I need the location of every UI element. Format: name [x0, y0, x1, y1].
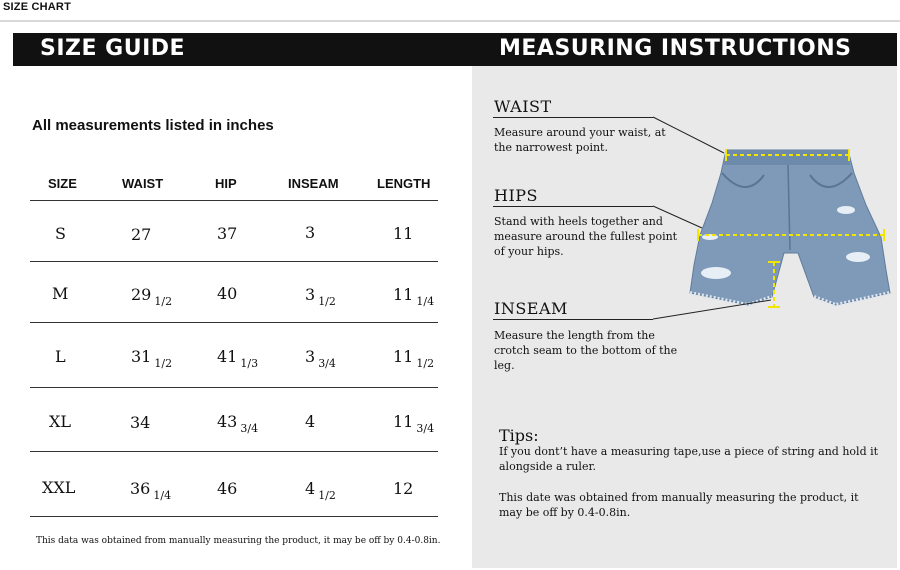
table-cell-size: XL: [49, 412, 72, 431]
table-cell-size: L: [55, 347, 66, 366]
hips-heading: HIPS: [494, 186, 538, 205]
table-cell-hip: 41 $_{1/3}$: [217, 347, 259, 370]
table-cell-hip: 46: [217, 479, 238, 498]
table-cell-length: 11 $_{1/4}$: [393, 285, 435, 308]
table-cell-inseam: 4: [305, 412, 316, 431]
column-header-length: LENGTH: [377, 176, 431, 191]
table-cell-length: 11: [393, 224, 414, 243]
hips-description: Stand with heels together and measure around the fullest point of your hips.: [494, 215, 678, 258]
table-cell-waist: 31 $_{1/2}$: [131, 347, 173, 370]
measurements-subtitle: All measurements listed in inches: [32, 117, 274, 134]
table-cell-waist: 34: [130, 413, 151, 432]
table-cell-inseam: 4 $_{1/2}$: [305, 479, 336, 502]
tips-text-accuracy: This date was obtained from manually measuring the product, it may be off by 0.4-0.8in.: [499, 491, 859, 519]
table-cell-hip: 40: [217, 284, 238, 303]
table-cell-length: 11 $_{1/2}$: [393, 347, 435, 370]
column-header-size: SIZE: [48, 176, 77, 191]
table-cell-size: XXL: [42, 478, 76, 497]
size-guide-title: SIZE GUIDE: [40, 36, 186, 61]
table-cell-hip: 43 $_{3/4}$: [217, 412, 259, 435]
table-cell-waist: 36 $_{1/4}$: [130, 479, 172, 502]
column-header-hip: HIP: [215, 176, 237, 191]
size-chart-label: SIZE CHART: [3, 1, 71, 13]
tips-text-string: If you dont’t have a measuring tape,use a piece of string and hold it alongside a ruler.: [499, 445, 879, 473]
table-footnote: This data was obtained from manually measuring the product, it may be off by 0.4-0.8in.: [36, 536, 441, 546]
hips-leader-line: [653, 206, 702, 228]
table-cell-length: 11 $_{3/4}$: [393, 412, 435, 435]
measuring-instructions-title: MEASURING INSTRUCTIONS: [499, 36, 852, 61]
waist-description: Measure around your waist, at the narrowest point.: [494, 126, 666, 154]
waist-leader-line: [653, 117, 724, 153]
inseam-description: Measure the length from the crotch seam to the bottom of the leg.: [494, 329, 678, 372]
table-cell-inseam: 3 $_{1/2}$: [305, 285, 336, 308]
table-cell-waist: 27: [131, 225, 152, 244]
column-header-waist: WAIST: [122, 176, 164, 191]
table-cell-inseam: 3 $_{3/4}$: [305, 347, 336, 370]
table-cell-hip: 37: [217, 224, 238, 243]
column-header-inseam: INSEAM: [288, 176, 339, 191]
inseam-leader-line: [653, 300, 771, 319]
table-cell-inseam: 3: [305, 223, 316, 242]
table-cell-size: M: [52, 284, 69, 303]
waist-heading: WAIST: [494, 97, 552, 116]
tips-heading: Tips:: [499, 426, 539, 445]
table-cell-waist: 29 $_{1/2}$: [131, 285, 173, 308]
table-cell-size: S: [55, 224, 66, 243]
table-cell-length: 12: [393, 479, 414, 498]
inseam-heading: INSEAM: [494, 299, 568, 318]
